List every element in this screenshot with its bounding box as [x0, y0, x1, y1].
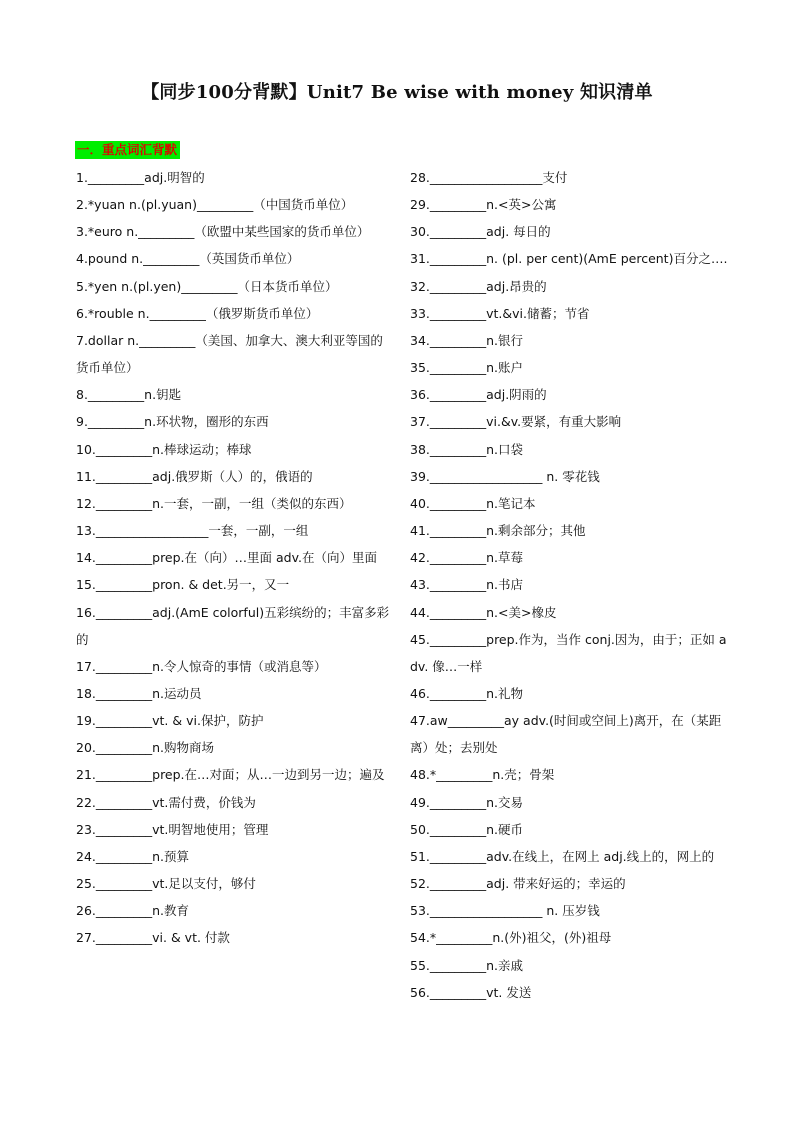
vocab-item: 4.pound n._________（英国货币单位） — [76, 251, 300, 267]
vocab-item: 18._________n.运动员 — [76, 685, 202, 701]
vocab-item: 19._________vt. & vi.保护，防护 — [76, 713, 264, 729]
vocab-item: 10._________n.棒球运动；棒球 — [76, 441, 252, 457]
vocab-item: 11._________adj.俄罗斯（人）的，俄语的 — [76, 468, 313, 484]
vocab-column-right — [410, 164, 730, 1006]
vocab-item: 33._________vt.&vi.储蓄；节省 — [410, 305, 590, 321]
vocab-item: 25._________vt.足以支付，够付 — [76, 876, 256, 892]
vocab-item: 3.*euro n._________（欧盟中某些国家的货币单位） — [76, 224, 370, 240]
vocab-item: 14._________prep.在（向）…里面 adv.在（向）里面 — [76, 550, 377, 566]
vocab-item: 34._________n.银行 — [410, 332, 524, 348]
vocab-item: 2.*yuan n.(pl.yuan)_________（中国货币单位） — [76, 197, 354, 213]
vocab-item: 24._________n.预算 — [76, 848, 190, 864]
vocab-item: 38._________n.口袋 — [410, 441, 524, 457]
vocab-item: 8._________n.钥匙 — [76, 387, 182, 403]
vocab-item: 29._________n.<英>公寓 — [410, 197, 557, 213]
vocab-item: 15._________pron. & det.另一，又一 — [76, 577, 290, 593]
vocab-item: 36._________adj.阴雨的 — [410, 387, 547, 403]
vocab-item: 20._________n.购物商场 — [76, 740, 215, 756]
vocab-item: 12._________n.一套，一副，一组（类似的东西） — [76, 495, 352, 511]
vocab-item: 42._________n.草莓 — [410, 550, 524, 566]
vocab-item: 46._________n.礼物 — [410, 685, 524, 701]
vocab-item: 26._________n.教育 — [76, 903, 190, 919]
vocab-item: 45._________prep.作为，当作 conj.因为，由于；正如 adv. 像…一样 — [410, 631, 727, 674]
vocab-item: 9._________n.环状物，圈形的东西 — [76, 414, 269, 430]
vocab-column-left — [76, 164, 391, 952]
vocab-item: 31._________n. (pl. per cent)(AmE percent)百分之…. — [410, 251, 728, 267]
vocab-item: 30._________adj. 每日的 — [410, 224, 551, 240]
page-title: 【同步100分背默】Unit7 Be wise with money 知识清单 — [141, 82, 653, 103]
vocab-item: 55._________n.亲戚 — [410, 957, 524, 973]
vocab-item: 37._________vi.&v.要紧，有重大影响 — [410, 414, 622, 430]
vocab-item: 39.__________________ n. 零花钱 — [410, 468, 600, 484]
vocab-item: 53.__________________ n. 压岁钱 — [410, 903, 600, 919]
vocab-item: 27._________vi. & vt. 付款 — [76, 930, 230, 946]
vocab-item: 13.__________________一套，一副，一组 — [76, 523, 309, 539]
vocab-item: 54.*_________n.(外)祖父，(外)祖母 — [410, 930, 612, 946]
vocab-item: 35._________n.账户 — [410, 360, 524, 376]
vocab-item: 16._________adj.(AmE colorful)五彩缤纷的；丰富多彩的 — [76, 604, 390, 647]
vocab-item: 40._________n.笔记本 — [410, 495, 536, 511]
vocab-item: 7.dollar n._________（美国、加拿大、澳大利亚等国的货币单位） — [76, 332, 383, 376]
vocab-item: 52._________adj. 带来好运的；幸运的 — [410, 876, 626, 892]
vocab-item: 43._________n.书店 — [410, 577, 524, 593]
vocab-item: 5.*yen n.(pl.yen)_________（日本货币单位） — [76, 278, 338, 294]
vocab-item: 56._________vt. 发送 — [410, 984, 532, 1000]
vocab-item: 48.*_________n.壳；骨架 — [410, 767, 555, 783]
vocab-item: 28.__________________支付 — [410, 170, 568, 185]
vocab-item: 22._________vt.需付费，价钱为 — [76, 794, 256, 810]
vocab-item: 44._________n.<美>橡皮 — [410, 604, 557, 620]
vocab-item: 49._________n.交易 — [410, 794, 524, 810]
vocab-item: 32._________adj.昂贵的 — [410, 278, 547, 294]
section-heading: 一．重点词汇背默 — [75, 141, 180, 159]
vocab-item: 47.aw_________ay adv.(时间或空间上)离开，在（某距离）处；去别处 — [410, 713, 722, 756]
vocab-item: 41._________n.剩余部分；其他 — [410, 523, 586, 539]
vocab-item: 51._________adv.在线上，在网上 adj.线上的，网上的 — [410, 848, 715, 864]
vocab-item: 6.*rouble n._________（俄罗斯货币单位） — [76, 305, 319, 321]
vocab-item: 17._________n.令人惊奇的事情（或消息等） — [76, 658, 327, 674]
vocab-item: 23._________vt.明智地使用；管理 — [76, 821, 269, 837]
vocab-item: 50._________n.硬币 — [410, 821, 524, 837]
vocab-item: 1._________adj.明智的 — [76, 170, 205, 185]
vocab-item: 21._________prep.在…对面；从…一边到另一边；遍及 — [76, 767, 385, 783]
